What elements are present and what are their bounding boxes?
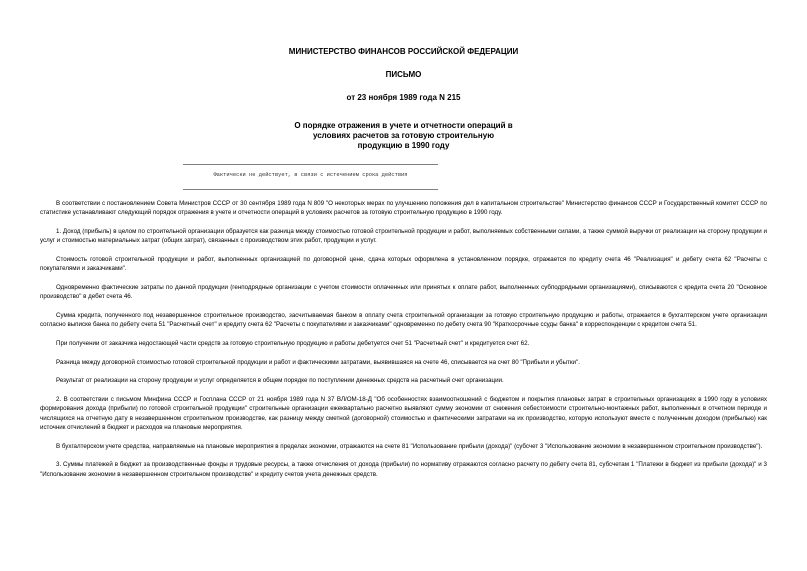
document-title-line: О порядке отражения в учете и отчетности операций в bbox=[294, 121, 513, 130]
body-paragraph: В соответствии с постановлением Совета Министров СССР от 30 сентября 1989 года N 809 "О некоторых мерах по улучшению положения дел в капитальном строительстве" Министерство финансов СССР и Государственный комитет СССР по статистике устанавливают следующий порядок отражения в учете и отчетности операций в условиях расчетов за готовую строительную продукцию в 1990 году. bbox=[40, 200, 767, 217]
document-type-heading: ПИСЬМО bbox=[385, 70, 422, 79]
body-paragraph: Разница между договорной стоимостью готовой строительной продукции и работ и фактическими затратами, выявившаяся на счете 46, списывается на счет 80 "Прибыли и убытки". bbox=[56, 358, 580, 366]
document-title-line: условиях расчетов за готовую строительную bbox=[312, 131, 495, 140]
body-paragraph: Результат от реализации на сторону продукции и услуг определяется в общем порядке по поступлении денежных средств на расчетный счет организации. bbox=[56, 377, 504, 385]
body-paragraph: В бухгалтерском учете средства, направляемые на плановые мероприятия в пределах экономии, отражаются на счете 81 "Использование прибыли (дохода)" (субсчет 3 "Использование экономии в незавершенном строительном производстве"). bbox=[56, 442, 763, 450]
body-paragraph: Стоимость готовой строительной продукции и работ, выполненных организацией по договорной цене, сдача которых оформлена в установленном порядке, отражается по кредиту счета 46 "Реализация" и дебету счета 62 "Расчеты с покупателями и заказчиками". bbox=[40, 256, 767, 273]
document-date-number: от 23 ноября 1989 года N 215 bbox=[346, 93, 461, 102]
ministry-heading: МИНИСТЕРСТВО ФИНАНСОВ РОССИЙСКОЙ ФЕДЕРАЦИИ bbox=[288, 47, 519, 56]
body-paragraph: 3. Суммы платежей в бюджет за производственные фонды и трудовые ресурсы, а также отчисления от дохода (прибыли) по нормативу отражаются согласно расчету по дебету счета 81, субсчетам 1 "Платежи в бюджет из прибыли (дохода)" и 3 "Использование экономии в незавершенном строительном производстве" и кредиту счетов учета денежных средств. bbox=[40, 461, 767, 478]
status-note-box bbox=[183, 162, 438, 190]
divider-bottom bbox=[183, 189, 438, 190]
document-title-line: продукцию в 1990 году bbox=[357, 141, 450, 150]
body-paragraph: 2. В соответствии с письмом Минфина СССР и Госплана СССР от 21 ноября 1989 года N 37 ВЛ/ОМ-18-Д "Об особенностях взаимоотношений с бюджетом и покрытия плановых затрат в строительных организациях в 1990 году в условиях формирования дохода (прибыли) по готовой строительной продукции" строительные организации ежеквартально расчетно выявляют сумму экономии от снижения себестоимости строительно-монтажных работ, выполненных в отчетном периоде и числящихся на отчетную дату в незавершенном строительном производстве, как разницу между сметной (договорной) стоимостью и фактическими затратами на их производство, которую используют вместе с полученным доходом (прибылью) как источник отчислений в бюджет и расходов на плановые мероприятия. bbox=[40, 395, 767, 431]
document-body bbox=[40, 199, 767, 488]
body-paragraph: Одновременно фактические затраты по данной продукции (генподрядные организации с учетом стоимости оплаченных или принятых к оплате работ, выполненных субподрядными организациями), списываются с кредита счета 20 "Основное производство" в дебет счета 46. bbox=[40, 284, 767, 301]
body-paragraph: При получении от заказчика недостающей части средств за готовую строительную продукцию и работы дебетуется счет 51 "Расчетный счет" и кредитуется счет 62. bbox=[56, 340, 530, 347]
status-note: Фактически не действует, в связи с истечением срока действия bbox=[213, 172, 408, 178]
divider-top bbox=[183, 164, 438, 165]
body-paragraph: Сумма кредита, полученного под незавершенное строительное производство, засчитываемая банком в оплату счета строительной организации за готовую строительную продукцию и работы, отражается в бухгалтерском учете организации согласно выписке банка по дебету счета 51 "Расчетный счет" и кредиту счета 62 "Расчеты с покупателями и заказчиками" одновременно по дебету счета 90 "Краткосрочные ссуды банка" в корреспонденции с кредитом счета 51. bbox=[40, 312, 767, 329]
body-paragraph: 1. Доход (прибыль) в целом по строительной организации образуется как разница между стоимостью готовой строительной продукции и работ, выполняемых собственными силами, а также суммой выручки от реализации на сторону продукции и услуг и стоимостью материальных затрат (общих затрат), связанных с производством этих работ, продукции и услуг. bbox=[40, 228, 767, 245]
document-title bbox=[0, 121, 807, 151]
